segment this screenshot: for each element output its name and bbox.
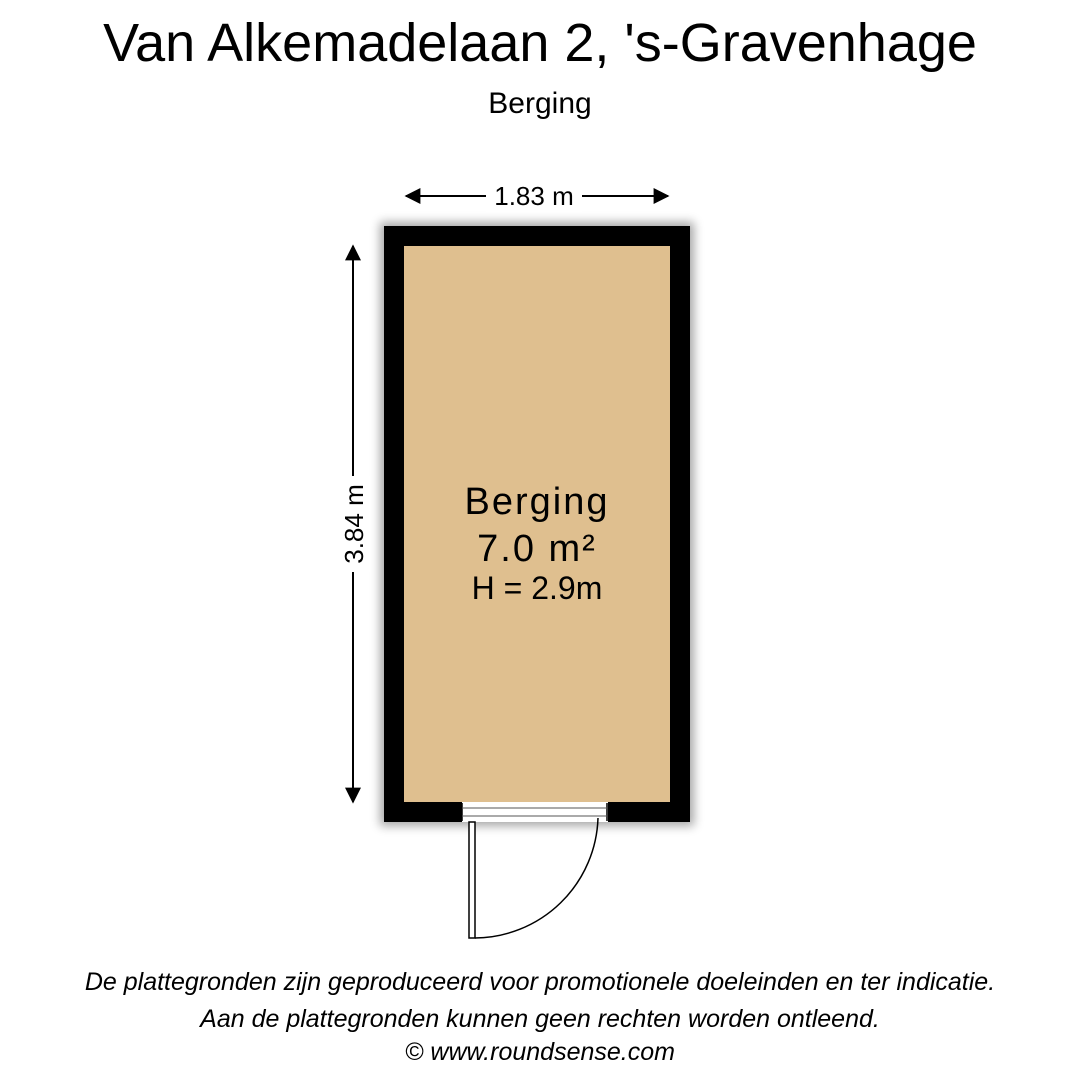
door-opening (462, 802, 608, 822)
plan-subtitle: Berging (488, 87, 592, 120)
door-swing-arc (475, 818, 598, 938)
room-area: 7.0 m² (477, 528, 597, 570)
disclaimer-line-2: Aan de plattegronden kunnen geen rechten worden ontleend. (200, 1005, 880, 1033)
door-leaf (469, 822, 475, 938)
room-name: Berging (464, 481, 610, 523)
room-floor (404, 246, 670, 802)
length-dimension-label: 3.84 m (338, 476, 370, 572)
room-height: H = 2.9m (471, 570, 603, 606)
copyright-link[interactable]: © www.roundsense.com (405, 1038, 675, 1066)
disclaimer-line-1: De plattegronden zijn geproduceerd voor promotionele doeleinden en ter indicatie. (84, 968, 996, 996)
width-dimension-label: 1.83 m (486, 180, 582, 212)
plan-title: Van Alkemadelaan 2, 's-Gravenhage (103, 13, 977, 73)
